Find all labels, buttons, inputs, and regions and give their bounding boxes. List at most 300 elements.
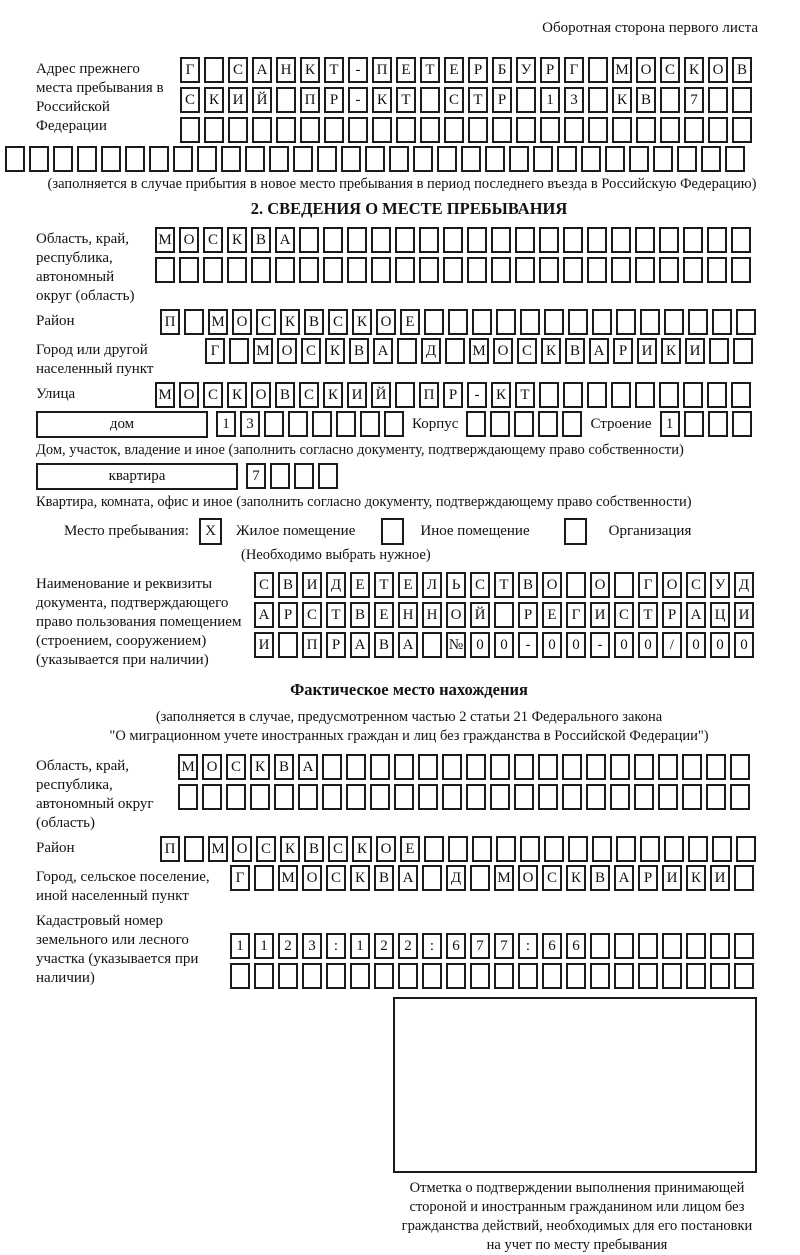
char-cell[interactable]: Г	[180, 57, 200, 83]
char-cell[interactable]	[638, 933, 658, 959]
char-cell[interactable]	[610, 754, 630, 780]
char-cell[interactable]	[437, 146, 457, 172]
char-cell[interactable]	[662, 963, 682, 989]
char-cell[interactable]: А	[275, 227, 295, 253]
char-cell[interactable]: К	[686, 865, 706, 891]
char-cell[interactable]: Г	[564, 57, 584, 83]
char-cell[interactable]	[658, 784, 678, 810]
char-cell[interactable]: К	[541, 338, 561, 364]
char-cell[interactable]: Й	[470, 602, 490, 628]
char-cell[interactable]: П	[419, 382, 439, 408]
char-cell[interactable]	[544, 309, 564, 335]
char-cell[interactable]	[184, 309, 204, 335]
char-cell[interactable]	[492, 117, 512, 143]
char-cell[interactable]	[590, 963, 610, 989]
char-cell[interactable]	[611, 227, 631, 253]
char-cell[interactable]	[371, 257, 391, 283]
char-cell[interactable]: К	[352, 836, 372, 862]
char-cell[interactable]: П	[160, 309, 180, 335]
char-cell[interactable]: И	[254, 632, 274, 658]
char-cell[interactable]: Р	[443, 382, 463, 408]
char-cell[interactable]: :	[518, 933, 538, 959]
char-cell[interactable]	[636, 117, 656, 143]
char-cell[interactable]: Л	[422, 572, 442, 598]
char-cell[interactable]	[515, 257, 535, 283]
char-cell[interactable]	[683, 382, 703, 408]
char-cell[interactable]: К	[325, 338, 345, 364]
char-cell[interactable]: 3	[564, 87, 584, 113]
char-cell[interactable]	[563, 382, 583, 408]
char-cell[interactable]	[611, 257, 631, 283]
char-cell[interactable]	[592, 836, 612, 862]
char-cell[interactable]: С	[226, 754, 246, 780]
char-cell[interactable]	[372, 117, 392, 143]
char-cell[interactable]	[664, 836, 684, 862]
char-cell[interactable]	[229, 338, 249, 364]
char-cell[interactable]	[155, 257, 175, 283]
char-cell[interactable]: С	[614, 602, 634, 628]
char-cell[interactable]	[347, 227, 367, 253]
char-cell[interactable]	[466, 784, 486, 810]
char-cell[interactable]	[592, 309, 612, 335]
char-cell[interactable]: У	[516, 57, 536, 83]
char-cell[interactable]: 7	[470, 933, 490, 959]
char-cell[interactable]	[538, 784, 558, 810]
char-cell[interactable]	[245, 146, 265, 172]
char-cell[interactable]	[466, 411, 486, 437]
char-cell[interactable]	[370, 754, 390, 780]
char-cell[interactable]	[733, 338, 753, 364]
char-cell[interactable]: В	[518, 572, 538, 598]
char-cell[interactable]: Д	[326, 572, 346, 598]
char-cell[interactable]: 1	[350, 933, 370, 959]
char-cell[interactable]: С	[328, 309, 348, 335]
char-cell[interactable]: 6	[566, 933, 586, 959]
char-cell[interactable]	[288, 411, 308, 437]
char-cell[interactable]	[544, 836, 564, 862]
char-cell[interactable]	[605, 146, 625, 172]
char-cell[interactable]: К	[300, 57, 320, 83]
char-cell[interactable]	[496, 309, 516, 335]
char-cell[interactable]	[5, 146, 25, 172]
char-cell[interactable]: В	[565, 338, 585, 364]
char-cell[interactable]: У	[710, 572, 730, 598]
char-cell[interactable]	[395, 227, 415, 253]
char-cell[interactable]: Й	[371, 382, 391, 408]
char-cell[interactable]: 0	[542, 632, 562, 658]
char-cell[interactable]: С	[470, 572, 490, 598]
char-cell[interactable]	[515, 227, 535, 253]
char-cell[interactable]	[662, 933, 682, 959]
char-cell[interactable]	[101, 146, 121, 172]
char-cell[interactable]	[563, 257, 583, 283]
char-cell[interactable]	[422, 865, 442, 891]
char-cell[interactable]: К	[350, 865, 370, 891]
char-cell[interactable]	[394, 754, 414, 780]
char-cell[interactable]	[346, 784, 366, 810]
char-cell[interactable]	[384, 411, 404, 437]
char-cell[interactable]	[708, 87, 728, 113]
char-cell[interactable]: Т	[468, 87, 488, 113]
char-cell[interactable]	[683, 257, 703, 283]
char-cell[interactable]	[467, 257, 487, 283]
char-cell[interactable]	[708, 411, 728, 437]
char-cell[interactable]	[422, 632, 442, 658]
char-cell[interactable]: О	[590, 572, 610, 598]
char-cell[interactable]	[251, 257, 271, 283]
char-cell[interactable]	[341, 146, 361, 172]
char-cell[interactable]: О	[302, 865, 322, 891]
char-cell[interactable]	[270, 463, 290, 489]
char-cell[interactable]: М	[208, 309, 228, 335]
char-cell[interactable]	[184, 836, 204, 862]
char-cell[interactable]	[736, 309, 756, 335]
char-cell[interactable]	[635, 257, 655, 283]
char-cell[interactable]	[370, 784, 390, 810]
char-cell[interactable]: Р	[468, 57, 488, 83]
char-cell[interactable]	[514, 754, 534, 780]
char-cell[interactable]	[566, 963, 586, 989]
char-cell[interactable]: С	[228, 57, 248, 83]
char-cell[interactable]: С	[326, 865, 346, 891]
char-cell[interactable]	[276, 117, 296, 143]
char-cell[interactable]: /	[662, 632, 682, 658]
char-cell[interactable]	[709, 338, 729, 364]
char-cell[interactable]: Е	[542, 602, 562, 628]
char-cell[interactable]	[203, 257, 223, 283]
char-cell[interactable]: 0	[638, 632, 658, 658]
char-cell[interactable]	[586, 754, 606, 780]
char-cell[interactable]: О	[446, 602, 466, 628]
char-cell[interactable]: Д	[421, 338, 441, 364]
char-cell[interactable]: И	[734, 602, 754, 628]
char-cell[interactable]	[707, 382, 727, 408]
char-cell[interactable]: 6	[542, 933, 562, 959]
char-cell[interactable]	[276, 87, 296, 113]
char-cell[interactable]: К	[684, 57, 704, 83]
char-cell[interactable]: №	[446, 632, 466, 658]
char-cell[interactable]: О	[232, 309, 252, 335]
char-cell[interactable]	[269, 146, 289, 172]
char-cell[interactable]	[707, 257, 727, 283]
char-cell[interactable]	[664, 309, 684, 335]
char-cell[interactable]	[557, 146, 577, 172]
char-cell[interactable]	[635, 382, 655, 408]
char-cell[interactable]	[731, 382, 751, 408]
char-cell[interactable]: Т	[326, 602, 346, 628]
char-cell[interactable]: 2	[278, 933, 298, 959]
char-cell[interactable]: М	[155, 382, 175, 408]
char-cell[interactable]: -	[348, 57, 368, 83]
char-cell[interactable]	[275, 257, 295, 283]
char-cell[interactable]	[470, 865, 490, 891]
char-cell[interactable]: А	[589, 338, 609, 364]
char-cell[interactable]: Ц	[710, 602, 730, 628]
char-cell[interactable]	[302, 963, 322, 989]
char-cell[interactable]: -	[467, 382, 487, 408]
char-cell[interactable]: С	[301, 338, 321, 364]
char-cell[interactable]: И	[662, 865, 682, 891]
char-cell[interactable]: 7	[494, 933, 514, 959]
char-cell[interactable]	[588, 87, 608, 113]
char-cell[interactable]	[736, 836, 756, 862]
char-cell[interactable]	[418, 784, 438, 810]
char-cell[interactable]	[278, 632, 298, 658]
char-cell[interactable]	[688, 309, 708, 335]
char-cell[interactable]: Г	[205, 338, 225, 364]
char-cell[interactable]	[230, 963, 250, 989]
char-cell[interactable]: 2	[398, 933, 418, 959]
char-cell[interactable]: К	[491, 382, 511, 408]
char-cell[interactable]: -	[590, 632, 610, 658]
char-cell[interactable]: К	[372, 87, 392, 113]
char-cell[interactable]	[180, 117, 200, 143]
char-cell[interactable]	[562, 754, 582, 780]
char-cell[interactable]: А	[686, 602, 706, 628]
char-cell[interactable]: В	[274, 754, 294, 780]
char-cell[interactable]	[563, 227, 583, 253]
char-cell[interactable]	[317, 146, 337, 172]
char-cell[interactable]: В	[374, 865, 394, 891]
char-cell[interactable]	[467, 227, 487, 253]
char-cell[interactable]: К	[566, 865, 586, 891]
char-cell[interactable]	[706, 754, 726, 780]
char-cell[interactable]	[490, 411, 510, 437]
char-cell[interactable]	[518, 963, 538, 989]
char-cell[interactable]: К	[227, 227, 247, 253]
char-cell[interactable]	[221, 146, 241, 172]
char-cell[interactable]	[708, 117, 728, 143]
char-cell[interactable]	[612, 117, 632, 143]
char-cell[interactable]: 0	[734, 632, 754, 658]
char-cell[interactable]	[539, 382, 559, 408]
char-cell[interactable]: В	[732, 57, 752, 83]
char-cell[interactable]	[701, 146, 721, 172]
char-cell[interactable]	[204, 117, 224, 143]
char-cell[interactable]: С	[542, 865, 562, 891]
char-cell[interactable]: Р	[278, 602, 298, 628]
char-cell[interactable]	[586, 784, 606, 810]
char-cell[interactable]: Г	[230, 865, 250, 891]
char-cell[interactable]: Е	[444, 57, 464, 83]
char-cell[interactable]: М	[469, 338, 489, 364]
char-cell[interactable]	[731, 257, 751, 283]
char-cell[interactable]	[179, 257, 199, 283]
char-cell[interactable]	[614, 933, 634, 959]
char-cell[interactable]	[712, 309, 732, 335]
char-cell[interactable]: О	[202, 754, 222, 780]
char-cell[interactable]	[448, 836, 468, 862]
char-cell[interactable]: -	[518, 632, 538, 658]
char-cell[interactable]	[616, 836, 636, 862]
char-cell[interactable]: Р	[492, 87, 512, 113]
char-cell[interactable]	[494, 963, 514, 989]
char-cell[interactable]: Р	[518, 602, 538, 628]
char-cell[interactable]	[562, 784, 582, 810]
char-cell[interactable]	[254, 865, 274, 891]
char-cell[interactable]: Е	[396, 57, 416, 83]
char-cell[interactable]	[634, 754, 654, 780]
char-cell[interactable]: Р	[324, 87, 344, 113]
char-cell[interactable]	[490, 784, 510, 810]
char-cell[interactable]: Т	[638, 602, 658, 628]
char-cell[interactable]	[684, 411, 704, 437]
char-cell[interactable]: Й	[252, 87, 272, 113]
char-cell[interactable]	[568, 836, 588, 862]
char-cell[interactable]	[614, 963, 634, 989]
char-cell[interactable]	[347, 257, 367, 283]
char-cell[interactable]	[422, 963, 442, 989]
char-cell[interactable]	[710, 963, 730, 989]
char-cell[interactable]	[516, 117, 536, 143]
char-cell[interactable]: Б	[492, 57, 512, 83]
char-cell[interactable]: 1	[230, 933, 250, 959]
char-cell[interactable]	[491, 227, 511, 253]
char-cell[interactable]: А	[298, 754, 318, 780]
char-cell[interactable]	[336, 411, 356, 437]
char-cell[interactable]: П	[160, 836, 180, 862]
char-cell[interactable]	[640, 309, 660, 335]
char-cell[interactable]: Е	[350, 572, 370, 598]
char-cell[interactable]: К	[323, 382, 343, 408]
char-cell[interactable]	[660, 87, 680, 113]
char-cell[interactable]	[634, 784, 654, 810]
char-cell[interactable]	[250, 784, 270, 810]
char-cell[interactable]: В	[251, 227, 271, 253]
char-cell[interactable]	[472, 836, 492, 862]
char-cell[interactable]	[348, 117, 368, 143]
char-cell[interactable]	[178, 784, 198, 810]
char-cell[interactable]	[227, 257, 247, 283]
char-cell[interactable]	[323, 257, 343, 283]
char-cell[interactable]	[350, 963, 370, 989]
char-cell[interactable]: Р	[326, 632, 346, 658]
char-cell[interactable]	[413, 146, 433, 172]
char-cell[interactable]	[540, 117, 560, 143]
char-cell[interactable]	[326, 963, 346, 989]
char-cell[interactable]: К	[612, 87, 632, 113]
char-cell[interactable]	[520, 836, 540, 862]
char-cell[interactable]: С	[180, 87, 200, 113]
char-cell[interactable]	[298, 784, 318, 810]
char-cell[interactable]	[77, 146, 97, 172]
char-cell[interactable]	[490, 754, 510, 780]
char-cell[interactable]	[629, 146, 649, 172]
char-cell[interactable]	[472, 309, 492, 335]
char-cell[interactable]: Т	[396, 87, 416, 113]
char-cell[interactable]: О	[376, 836, 396, 862]
char-cell[interactable]	[539, 227, 559, 253]
char-cell[interactable]	[491, 257, 511, 283]
char-cell[interactable]: О	[662, 572, 682, 598]
char-cell[interactable]: О	[179, 382, 199, 408]
char-cell[interactable]	[562, 411, 582, 437]
char-cell[interactable]	[29, 146, 49, 172]
char-cell[interactable]	[588, 117, 608, 143]
char-cell[interactable]	[638, 963, 658, 989]
char-cell[interactable]: К	[280, 836, 300, 862]
char-cell[interactable]: 0	[494, 632, 514, 658]
char-cell[interactable]: С	[256, 836, 276, 862]
char-cell[interactable]: С	[444, 87, 464, 113]
char-cell[interactable]	[446, 963, 466, 989]
char-cell[interactable]	[424, 836, 444, 862]
char-cell[interactable]	[419, 257, 439, 283]
char-cell[interactable]	[443, 227, 463, 253]
char-cell[interactable]	[197, 146, 217, 172]
char-cell[interactable]	[590, 933, 610, 959]
char-cell[interactable]	[395, 257, 415, 283]
char-cell[interactable]: Т	[494, 572, 514, 598]
char-cell[interactable]	[202, 784, 222, 810]
char-cell[interactable]	[420, 87, 440, 113]
char-cell[interactable]	[445, 338, 465, 364]
char-cell[interactable]: 6	[446, 933, 466, 959]
char-cell[interactable]: К	[661, 338, 681, 364]
char-cell[interactable]: С	[328, 836, 348, 862]
char-cell[interactable]	[707, 227, 727, 253]
char-cell[interactable]	[466, 754, 486, 780]
char-cell[interactable]	[254, 963, 274, 989]
char-cell[interactable]: О	[708, 57, 728, 83]
char-cell[interactable]	[542, 963, 562, 989]
char-cell[interactable]	[659, 227, 679, 253]
char-cell[interactable]	[443, 257, 463, 283]
char-cell[interactable]	[323, 227, 343, 253]
char-cell[interactable]	[252, 117, 272, 143]
char-cell[interactable]	[442, 784, 462, 810]
char-cell[interactable]	[396, 117, 416, 143]
char-cell[interactable]	[581, 146, 601, 172]
char-cell[interactable]: 1	[216, 411, 236, 437]
char-cell[interactable]: О	[277, 338, 297, 364]
char-cell[interactable]	[365, 146, 385, 172]
char-cell[interactable]: Р	[540, 57, 560, 83]
char-cell[interactable]: О	[251, 382, 271, 408]
char-cell[interactable]: -	[348, 87, 368, 113]
char-cell[interactable]: 1	[660, 411, 680, 437]
char-cell[interactable]: С	[517, 338, 537, 364]
char-cell[interactable]: 0	[470, 632, 490, 658]
char-cell[interactable]	[658, 754, 678, 780]
char-cell[interactable]: Т	[515, 382, 535, 408]
char-cell[interactable]	[346, 754, 366, 780]
char-cell[interactable]	[293, 146, 313, 172]
char-cell[interactable]	[712, 836, 732, 862]
char-cell[interactable]	[420, 117, 440, 143]
char-cell[interactable]	[312, 411, 332, 437]
char-cell[interactable]	[688, 836, 708, 862]
char-cell[interactable]: И	[637, 338, 657, 364]
char-cell[interactable]: С	[686, 572, 706, 598]
char-cell[interactable]: К	[204, 87, 224, 113]
char-cell[interactable]: С	[254, 572, 274, 598]
char-cell[interactable]: О	[518, 865, 538, 891]
char-cell[interactable]	[682, 754, 702, 780]
char-cell[interactable]	[226, 784, 246, 810]
char-cell[interactable]	[125, 146, 145, 172]
char-cell[interactable]	[659, 382, 679, 408]
char-cell[interactable]: С	[299, 382, 319, 408]
char-cell[interactable]	[734, 963, 754, 989]
char-cell[interactable]	[470, 963, 490, 989]
char-cell[interactable]	[653, 146, 673, 172]
char-cell[interactable]: С	[256, 309, 276, 335]
char-cell[interactable]	[686, 963, 706, 989]
char-cell[interactable]: И	[228, 87, 248, 113]
char-cell[interactable]	[444, 117, 464, 143]
char-cell[interactable]: М	[178, 754, 198, 780]
